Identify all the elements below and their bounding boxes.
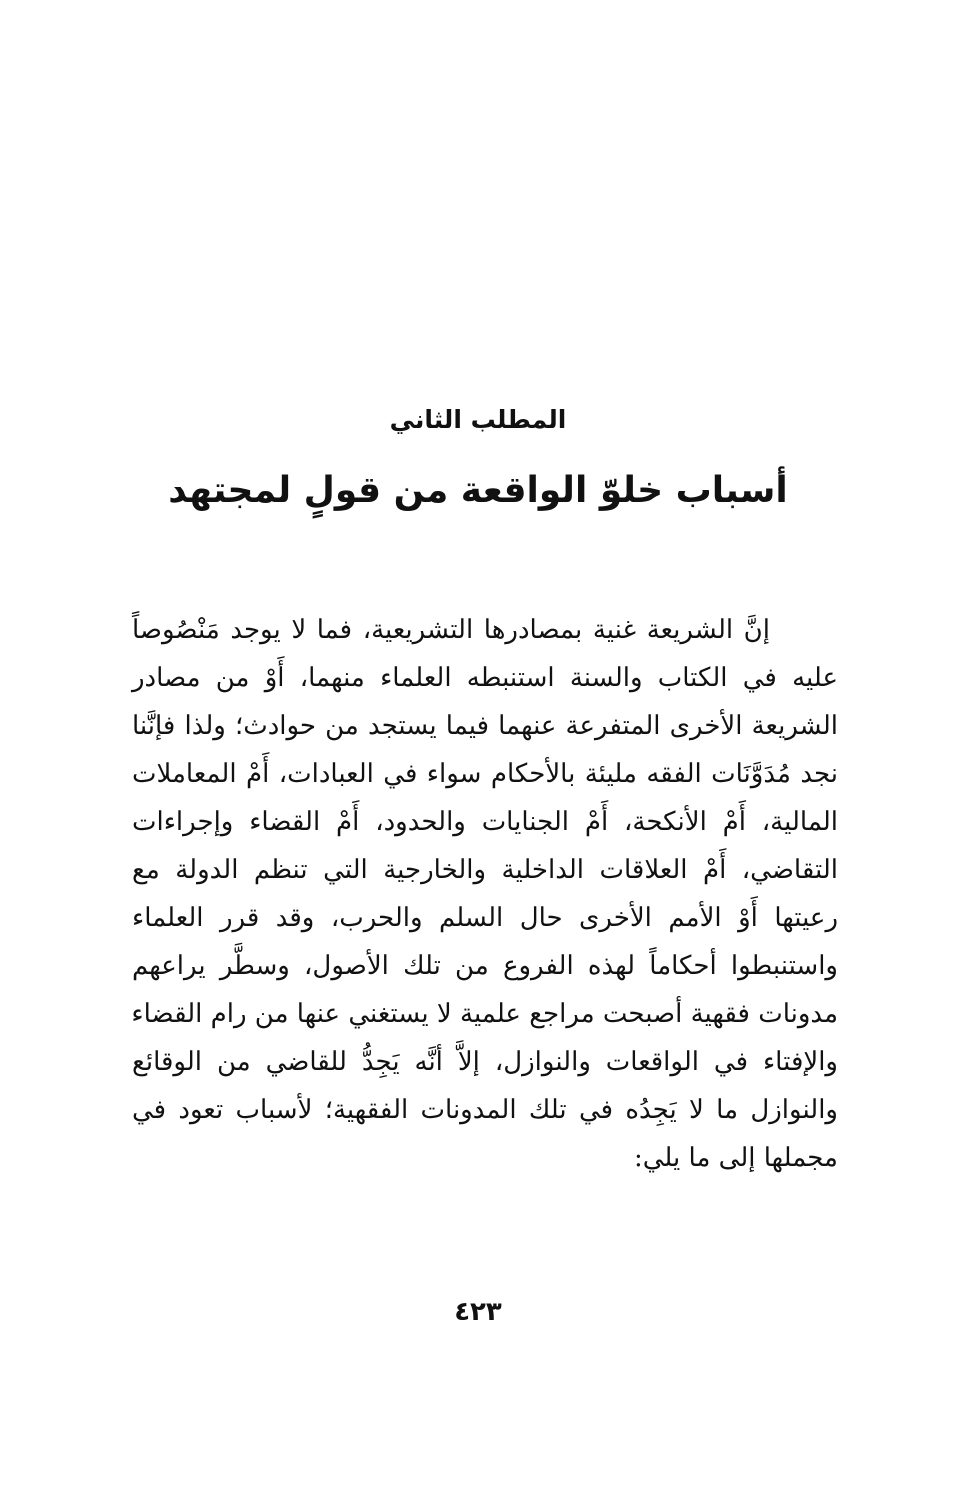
body-paragraph xyxy=(132,606,838,1182)
paragraph-line: عليه في الكتاب والسنة استنبطه العلماء منهما، أَوْ من مصادر xyxy=(132,663,838,693)
paragraph-line: رعيتها أَوْ الأمم الأخرى حال السلم والحرب، وقد قرر العلماء xyxy=(132,903,838,933)
paragraph-line: واستنبطوا أحكاماً لهذه الفروع من تلك الأصول، وسطَّر يراعهم xyxy=(132,951,838,981)
paragraph-line: المالية، أَمْ الأنكحة، أَمْ الجنايات والحدود، أَمْ القضاء وإجراءات xyxy=(132,807,838,837)
section-title: أسباب خلوّ الواقعة من قولٍ لمجتهد xyxy=(168,470,788,511)
paragraph-line: الشريعة الأخرى المتفرعة عنهما فيما يستجد من حوادث؛ ولذا فإنَّنا xyxy=(132,711,838,741)
paragraph-line: والإفتاء في الواقعات والنوازل، إلاَّ أنَّه يَجِدُّ للقاضي من الوقائع xyxy=(132,1047,838,1077)
paragraph-line: مدونات فقهية أصبحت مراجع علمية لا يستغني عنها من رام القضاء xyxy=(131,999,838,1029)
page-number: ٤٢٣ xyxy=(454,1297,502,1327)
paragraph-line: التقاضي، أَمْ العلاقات الداخلية والخارجية التي تنظم الدولة مع xyxy=(132,855,838,885)
section-label: المطلب الثاني xyxy=(389,405,567,434)
paragraph-line: مجملها إلى ما يلي: xyxy=(634,1143,838,1173)
paragraph-line: نجد مُدَوَّنَات الفقه مليئة بالأحكام سواء في العبادات، أَمْ المعاملات xyxy=(132,759,838,789)
paragraph-line: إنَّ الشريعة غنية بمصادرها التشريعية، فما لا يوجد مَنْصُوصاً xyxy=(132,615,770,645)
paragraph-line: والنوازل ما لا يَجِدُه في تلك المدونات الفقهية؛ لأسباب تعود في xyxy=(132,1095,838,1125)
